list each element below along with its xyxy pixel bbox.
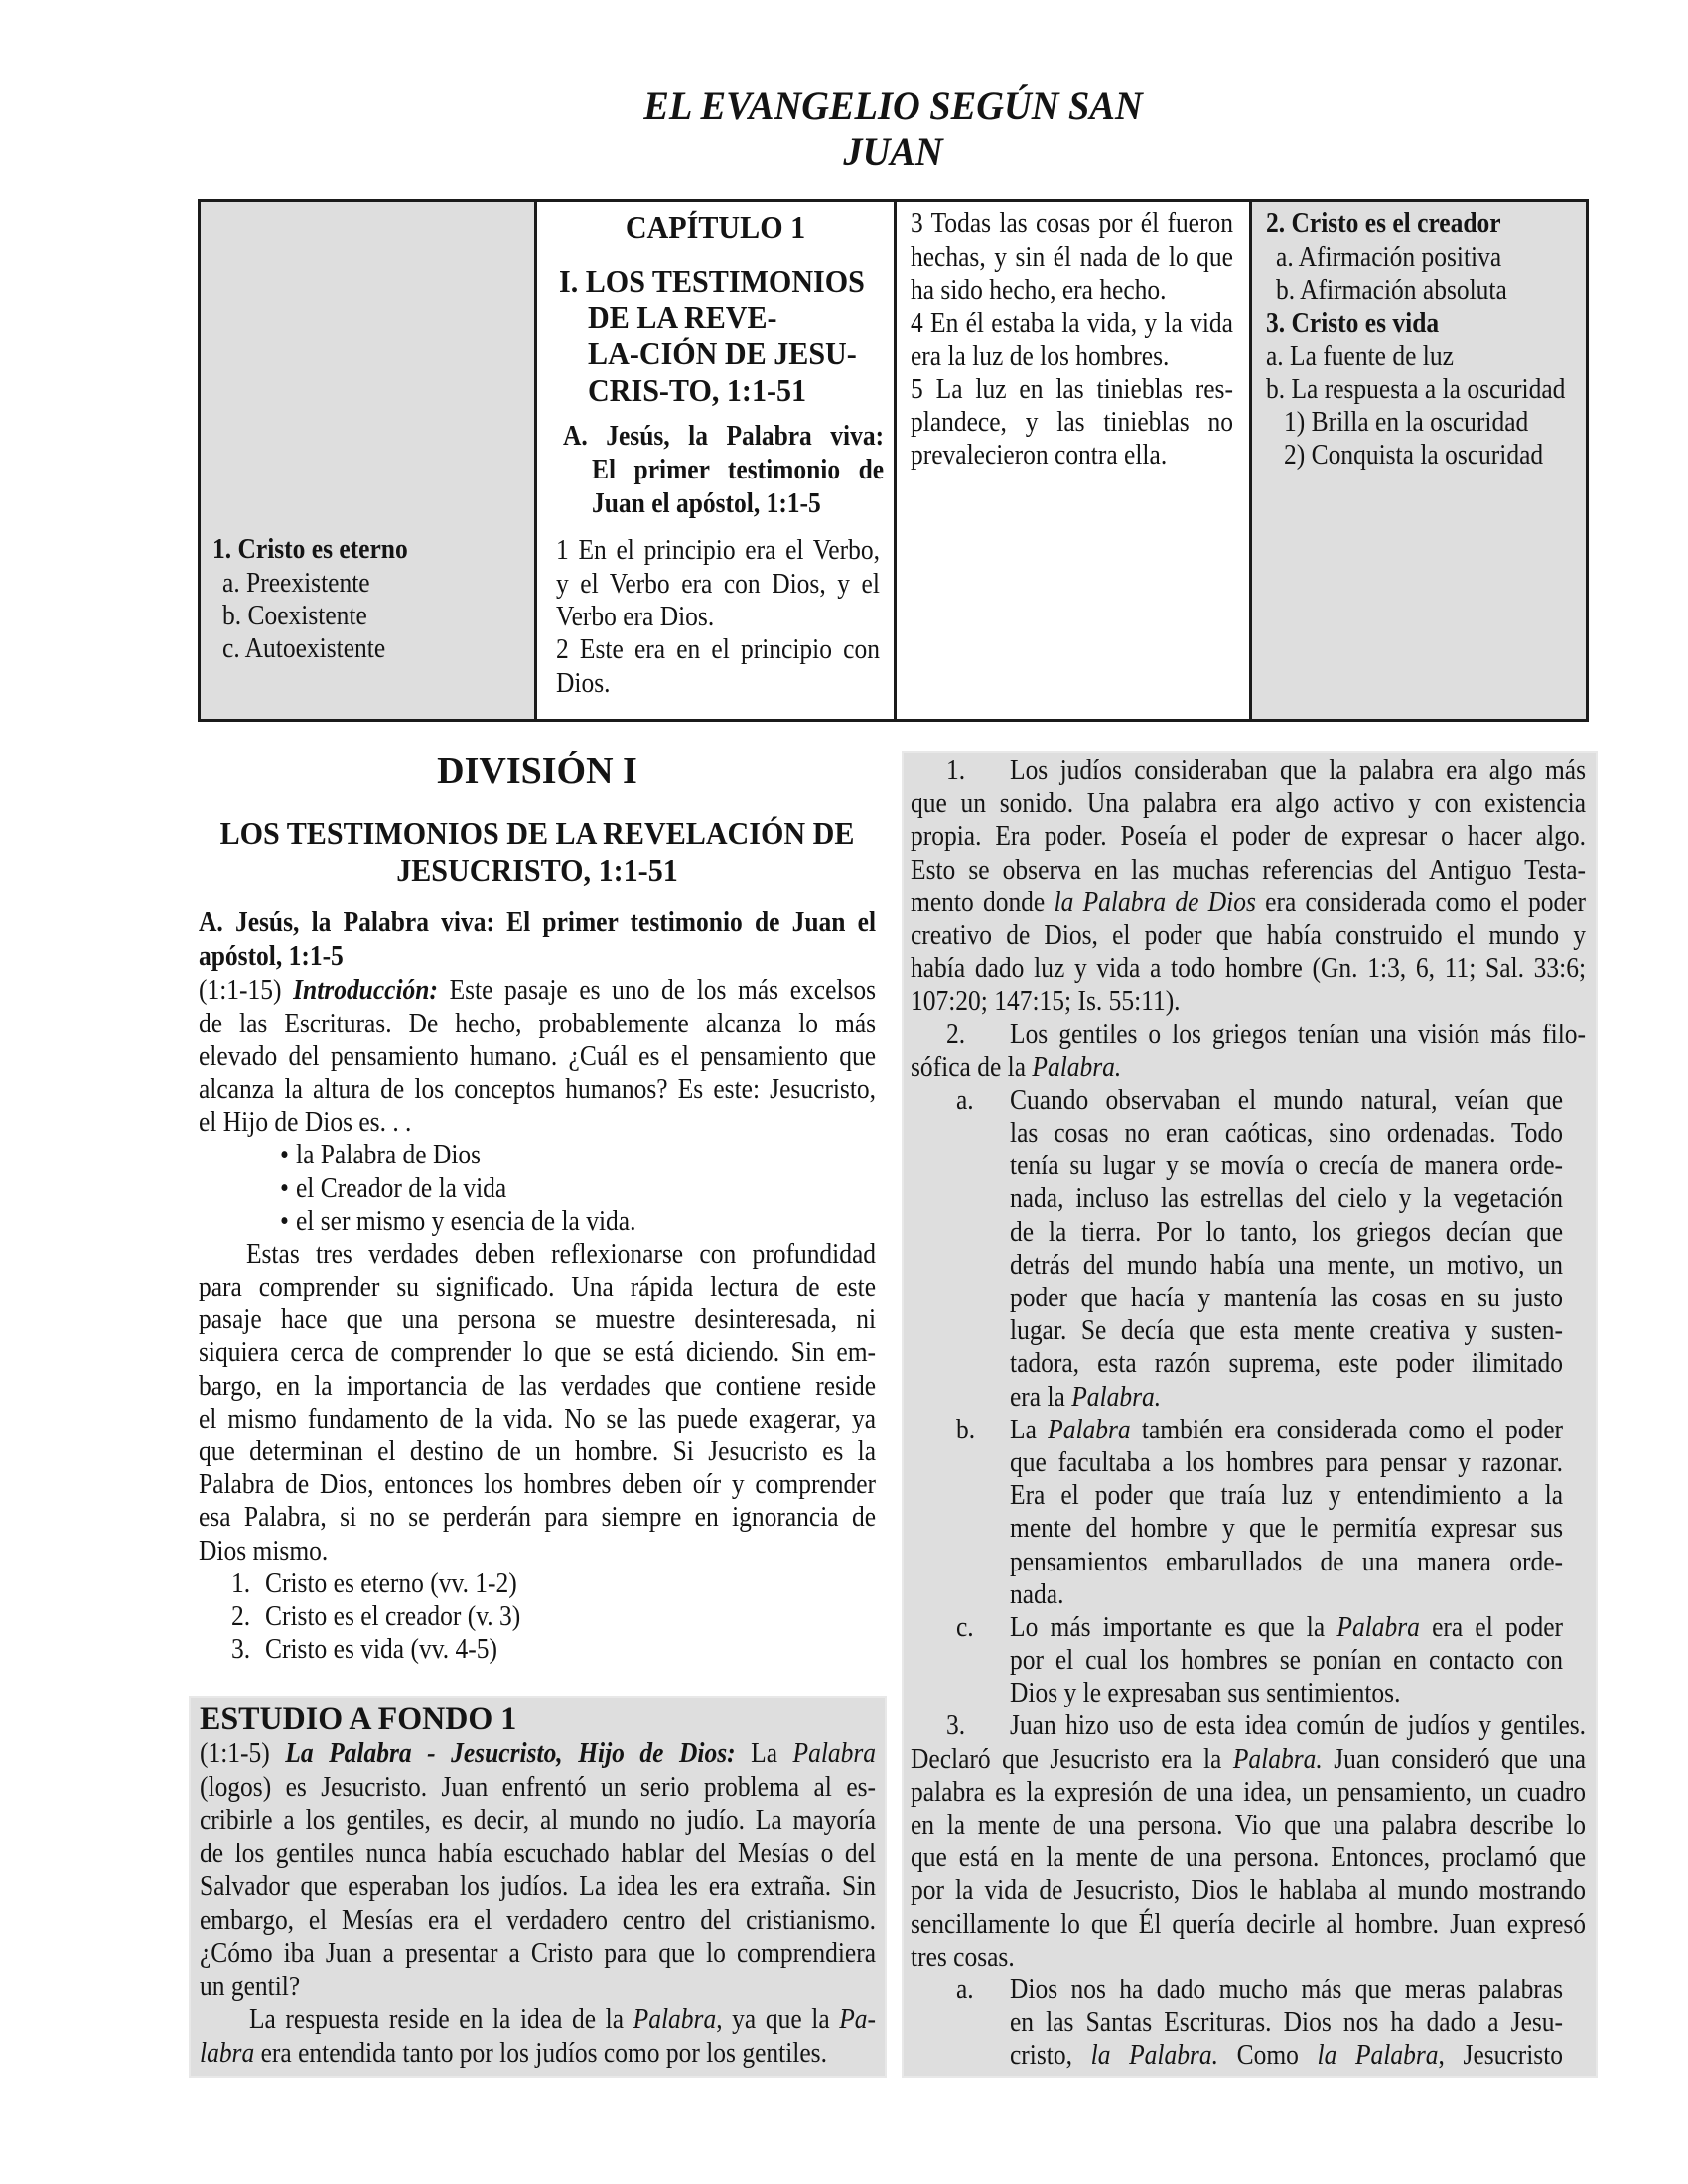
outline-cell-scripture-1 xyxy=(534,202,894,719)
text-line xyxy=(911,1117,1586,1150)
text-run: era el poder xyxy=(1419,1611,1564,1643)
line-text: (logos) es Jesucristo. Juan enfrentó un serio problema al es- xyxy=(200,1771,877,1803)
division-title-text: DIVISIÓN I xyxy=(437,751,637,792)
line-text: el ser mismo y esencia de la vida. xyxy=(295,1205,636,1237)
outline-subpoint: a. La fuente de luz xyxy=(1266,341,1454,372)
line-text: pasaje hace que una persona se muestre desinteresada, ni xyxy=(199,1304,877,1336)
outline-subpoint: b. Afirmación absoluta xyxy=(1276,274,1507,306)
text-line xyxy=(911,1347,1586,1380)
line-text: prevalecieron contra ella. xyxy=(911,440,1168,472)
outline-cell-summary-right xyxy=(1249,202,1586,719)
line-text: Los gentiles o los griegos tenían una visión más filo- xyxy=(1010,1019,1587,1050)
text-line xyxy=(911,1743,1586,1776)
line-text: para comprender su significado. Una rápida lectura de este xyxy=(199,1272,877,1303)
line-text: Salvador que esperaban los judíos. La idea les era extraña. Sin xyxy=(200,1871,877,1903)
text-line xyxy=(911,1874,1586,1907)
list-number: 3. xyxy=(231,1634,251,1666)
line-text: Dios nos ha dado mucho más que meras palabras xyxy=(1010,1974,1564,2005)
text-line xyxy=(911,1611,1586,1644)
text-line xyxy=(199,1370,876,1403)
text-run: , ya que la xyxy=(716,2004,840,2036)
line-text: cribirle a los gentiles, es decir, al mundo no judío. La mayoría xyxy=(200,1805,877,1837)
line-text: Estas tres verdades deben reflexionarse con profundidad xyxy=(245,1238,877,1270)
line-text: el Creador de la vida xyxy=(295,1172,507,1204)
verse xyxy=(911,307,1233,373)
line-text: palabra es la expresión de una idea, un pensamiento, un cuadro xyxy=(911,1776,1587,1808)
text-line xyxy=(199,1205,876,1238)
division-heading-line: DE LA REVE- xyxy=(588,299,777,336)
text-line xyxy=(199,1568,876,1600)
verse xyxy=(911,373,1233,473)
line-text: 2 Este era en el principio con xyxy=(556,634,880,666)
section-heading xyxy=(199,906,876,974)
line-text: propia. Era poder. Poseía el poder de expresar o hacer algo. xyxy=(911,821,1587,853)
text-line xyxy=(911,207,1233,240)
item-letter: a. xyxy=(955,1974,974,2005)
text-line xyxy=(200,1904,876,1938)
notes-blocks xyxy=(911,754,1586,2073)
text-line xyxy=(911,1908,1586,1941)
italic-run: Palabra xyxy=(792,1738,877,1770)
line-text: 107:20; 147:15; Is. 55:11). xyxy=(911,986,1181,1018)
text-line xyxy=(911,1578,1586,1611)
scripture-verses xyxy=(911,207,1233,472)
text-run: La respuesta reside en la idea de la xyxy=(248,2004,633,2036)
text-line xyxy=(199,1139,876,1171)
text-line xyxy=(911,1709,1586,1742)
line-text: de la tierra. Por lo tanto, los griegos decían que xyxy=(1010,1216,1564,1248)
line-text: ha sido hecho, era hecho. xyxy=(911,274,1167,306)
paragraph xyxy=(200,1737,876,2003)
text-line xyxy=(200,2003,876,2037)
text-run: La xyxy=(735,1738,793,1770)
text-line xyxy=(199,1303,876,1336)
line-text: hechas, y sin él nada de lo que xyxy=(911,241,1233,273)
italic-run: Pa- xyxy=(839,2004,877,2036)
text-line xyxy=(199,1468,876,1501)
outline-point-heading: 2. Cristo es el creador xyxy=(1266,208,1501,240)
study-body xyxy=(200,1737,876,2070)
commentary-body xyxy=(199,974,876,1666)
line-text: tres cosas. xyxy=(911,1941,1015,1973)
outline-subpoint: c. Autoexistente xyxy=(222,633,386,665)
line-text: lugar. Se decía que esta mente creativa y susten- xyxy=(1010,1315,1564,1347)
line-text: que determinan el destino de un hombre. Si Jesucristo es la xyxy=(199,1436,877,1468)
numbered-list xyxy=(199,1568,876,1667)
line-text: siquiera cerca de comprender lo que se está diciendo. Sin em- xyxy=(199,1337,877,1369)
list-number: 1. xyxy=(231,1568,251,1599)
line-text: por la vida de Jesucristo, Dios le hablaba al mundo mostrando xyxy=(911,1875,1587,1907)
text-line xyxy=(200,2037,876,2071)
notes-box xyxy=(902,751,1598,2078)
chapter-label: CAPÍTULO 1 xyxy=(625,209,806,245)
bullet-marker: • xyxy=(279,1172,289,1204)
text-line xyxy=(911,820,1586,853)
text-line xyxy=(200,1838,876,1871)
text-line xyxy=(911,754,1586,787)
text-line xyxy=(200,1771,876,1805)
line-text: la Palabra de Dios xyxy=(295,1140,482,1171)
line-text: Cristo es el creador (v. 3) xyxy=(264,1600,521,1632)
line-text: Dios y le expresaban sus sentimientos. xyxy=(1010,1678,1401,1709)
line-text: creativo de Dios, el poder que había construido el mundo y xyxy=(911,919,1587,951)
text-line xyxy=(911,1381,1586,1414)
text-line xyxy=(199,1073,876,1106)
line-text: mente del hombre y que le permitía expresar sus xyxy=(1010,1513,1564,1545)
text-line xyxy=(911,1314,1586,1347)
italic-run: la Palabra de Dios xyxy=(1054,887,1256,918)
line-text: nada. xyxy=(1010,1578,1064,1610)
study-title-text: ESTUDIO A FONDO 1 xyxy=(200,1702,517,1738)
bold-italic-run: La Palabra - Jesucristo, Hijo de Dios: xyxy=(285,1738,736,1770)
text-line xyxy=(911,1216,1586,1249)
outline-subpoint: b. La respuesta a la oscuridad xyxy=(1266,373,1566,405)
text-line xyxy=(556,633,880,666)
italic-run: Palabra xyxy=(1336,1611,1420,1643)
division-heading-line: I. LOS TESTIMONIOS xyxy=(559,262,865,299)
line-text: ¿Cómo iba Juan a presentar a Cristo para que lo comprendiera xyxy=(200,1938,877,1970)
text-line xyxy=(911,985,1586,1018)
italic-run: labra xyxy=(200,2037,255,2069)
line-text: Juan hizo uso de esta idea común de judíos y gentiles. xyxy=(1010,1710,1587,1742)
text-line xyxy=(200,1870,876,1904)
text-run: era considerada como el poder xyxy=(1255,887,1587,918)
text-run: era entendida tanto por los judíos como por los gentiles. xyxy=(254,2037,827,2069)
chapter-heading xyxy=(537,209,894,245)
text-line xyxy=(911,2006,1586,2039)
outline-cell-summary-left xyxy=(201,202,534,719)
text-line xyxy=(911,307,1233,340)
text-line xyxy=(911,341,1233,373)
notes-body xyxy=(911,754,1586,2073)
line-text: poder que hacía y mantenía las cosas en su justo xyxy=(1010,1283,1564,1313)
text-line xyxy=(199,1535,876,1568)
text-line xyxy=(911,1546,1586,1578)
text-line xyxy=(200,1737,876,1771)
verse-list xyxy=(556,534,880,700)
text-line xyxy=(556,534,880,567)
text-line xyxy=(911,1051,1586,1084)
list-number: 2. xyxy=(231,1600,251,1632)
text-run: Como xyxy=(1217,2040,1318,2072)
study-title xyxy=(200,1704,876,1737)
verse-list xyxy=(911,207,1233,472)
lettered-item xyxy=(911,1414,1586,1611)
line-text: embargo, el Mesías era el verdadero centro del cristianismo. xyxy=(200,1904,877,1936)
outline-point-heading: 3. Cristo es vida xyxy=(1266,308,1440,340)
text-line xyxy=(200,1937,876,1971)
outline-subpoint: a. Preexistente xyxy=(222,567,370,599)
line-text: tenía su lugar y se movía o crecía de manera orde- xyxy=(1010,1151,1564,1182)
line-text: elevado del pensamiento humano. ¿Cuál es el pensamiento que xyxy=(199,1040,877,1072)
line-text: sencillamente lo que Él quería decirle al hombre. Juan expresó xyxy=(911,1908,1587,1940)
italic-run: Palabra. xyxy=(1032,1051,1122,1083)
text-run: cristo, xyxy=(1010,2040,1091,2072)
text-line xyxy=(199,1336,876,1369)
bullets xyxy=(199,1139,876,1238)
line-text: y el Verbo era con Dios, y el xyxy=(556,568,880,600)
text-line xyxy=(911,787,1586,820)
numbered-paragraph xyxy=(911,754,1586,1019)
line-text: nada, incluso las estrellas del cielo y la vegetación xyxy=(1010,1183,1564,1215)
text-line xyxy=(911,887,1586,919)
division-title xyxy=(199,750,876,793)
verse xyxy=(556,534,880,633)
title-line: EL EVANGELIO SEGÚN SAN xyxy=(643,83,1143,128)
line-text: Dios mismo. xyxy=(199,1535,329,1567)
verse xyxy=(556,633,880,700)
text-line xyxy=(911,2039,1586,2072)
section-heading-line: apóstol, 1:1-5 xyxy=(199,941,344,972)
division-heading-line: CRIS-TO, 1:1-51 xyxy=(588,371,807,408)
text-run: mento donde xyxy=(911,887,1055,918)
section-heading-line: A. Jesús, la Palabra viva: xyxy=(563,421,885,452)
line-text: Cristo es eterno (vv. 1-2) xyxy=(264,1568,517,1599)
paragraph-number: 1. xyxy=(946,755,966,786)
item-letter: b. xyxy=(955,1414,976,1445)
division-subtitle-line: JESUCRISTO, 1:1-51 xyxy=(396,851,678,887)
section-heading-line: A. Jesús, la Palabra viva: El primer testimonio de Juan el xyxy=(199,907,877,938)
text-line xyxy=(200,1804,876,1838)
line-text: Cuando observaban el mundo natural, veían que xyxy=(1010,1084,1564,1116)
study-blocks xyxy=(200,1737,876,2070)
text-run: sófica de la xyxy=(911,1051,1033,1083)
line-text: en la mente de una persona. Vio que una palabra describe lo xyxy=(911,1810,1587,1841)
page-title xyxy=(198,83,1589,175)
division-subtitle xyxy=(199,815,876,888)
line-text: había dado luz y vida a todo hombre (Gn. 1:3, 6, 11; Sal. 33:6; xyxy=(911,953,1587,985)
line-text: de los gentiles nunca había escuchado hablar del Mesías o del xyxy=(200,1838,877,1869)
text-line xyxy=(199,1040,876,1073)
line-text: Los judíos consideraban que la palabra era algo más xyxy=(1010,755,1587,786)
paragraph-number: 3. xyxy=(946,1710,966,1742)
study-box xyxy=(189,1696,887,2078)
title-line: JUAN xyxy=(843,129,943,174)
line-text: un gentil? xyxy=(200,1971,301,2002)
italic-run: Palabra xyxy=(1048,1414,1131,1445)
outline-subsubpoint: 1) Brilla en la oscuridad xyxy=(1284,407,1529,439)
text-line xyxy=(556,667,880,700)
text-run: era la xyxy=(1010,1381,1072,1413)
text-run: Lo más importante es que la xyxy=(1010,1611,1337,1643)
line-text: Cristo es vida (vv. 4-5) xyxy=(264,1634,497,1666)
division-subtitle-line: LOS TESTIMONIOS DE LA REVELACIÓN DE xyxy=(219,814,855,851)
bold-italic-run: Introducción: xyxy=(293,975,438,1007)
line-text: era la luz de los hombres. xyxy=(911,341,1170,372)
text-line xyxy=(911,1512,1586,1545)
division-heading-line: LA-CIÓN DE JESU- xyxy=(588,336,857,372)
text-line xyxy=(911,919,1586,952)
text-line xyxy=(556,568,880,601)
text-line xyxy=(911,1282,1586,1314)
text-run: Juan consideró que una xyxy=(1322,1743,1587,1775)
text-line xyxy=(911,1644,1586,1677)
section-heading-line: Juan el apóstol, 1:1-5 xyxy=(592,488,821,519)
section-heading-line: El primer testimonio de xyxy=(592,455,885,485)
line-text: tadora, esta razón suprema, este poder ilimitado xyxy=(1010,1348,1564,1380)
outline-point-heading: 1. Cristo es eterno xyxy=(212,534,408,566)
text-line xyxy=(911,952,1586,985)
text-line xyxy=(911,1809,1586,1842)
paragraph xyxy=(199,974,876,1139)
text-line xyxy=(911,1446,1586,1479)
line-text: pensamientos embarullados de una manera orde- xyxy=(1010,1546,1564,1577)
outline-subsubpoint: 2) Conquista la oscuridad xyxy=(1284,440,1544,472)
line-text: que facultaba a los hombres para pensar y razonar. xyxy=(1010,1446,1564,1478)
text-run: , Jesucristo xyxy=(1438,2040,1564,2072)
text-line xyxy=(199,974,876,1007)
italic-run: la Palabra. xyxy=(1090,2040,1218,2072)
text-run: también era considerada como el poder xyxy=(1130,1414,1564,1445)
line-text: que un sonido. Una palabra era algo activo y con existencia xyxy=(911,788,1587,820)
line-text: Esto se observa en las muchas referencias del Antiguo Testa- xyxy=(911,854,1587,886)
text-line xyxy=(199,1238,876,1271)
lettered-item xyxy=(911,1974,1586,2073)
line-text: por el cual los hombres se ponían en contacto con xyxy=(1010,1645,1564,1677)
line-text: Era el poder que traía luz y entendimiento a la xyxy=(1010,1480,1564,1512)
line-text: detrás del mundo había una mente, un motivo, un xyxy=(1010,1249,1564,1281)
line-text: 4 En él estaba la vida, y la vida xyxy=(911,308,1233,340)
commentary-blocks xyxy=(199,974,876,1666)
bullet-marker: • xyxy=(279,1140,289,1171)
line-text: 1 En el principio era el Verbo, xyxy=(556,535,880,567)
item-letter: a. xyxy=(955,1084,974,1116)
lettered-item xyxy=(911,1084,1586,1414)
line-text: 3 Todas las cosas por él fueron xyxy=(911,208,1233,240)
text-line xyxy=(199,1600,876,1633)
text-run: (1:1-15) xyxy=(199,975,294,1007)
line-text: en las Santas Escrituras. Dios nos ha dado a Jesu- xyxy=(1010,2007,1564,2039)
line-text: Dios. xyxy=(556,667,611,699)
italic-run: la Palabra xyxy=(1317,2040,1439,2072)
italic-run: Palabra xyxy=(633,2004,717,2036)
text-run: Declaró que Jesucristo era la xyxy=(911,1743,1233,1775)
text-line xyxy=(911,373,1233,406)
outline-subpoint: b. Coexistente xyxy=(222,600,367,631)
item-letter: c. xyxy=(955,1611,974,1643)
text-line xyxy=(556,601,880,633)
line-text: bargo, en la importancia de las verdades que contiene reside xyxy=(199,1370,877,1402)
outline-subpoint: a. Afirmación positiva xyxy=(1276,241,1502,273)
italic-run: Palabra. xyxy=(1232,1743,1323,1775)
text-line xyxy=(199,1501,876,1534)
verse xyxy=(911,207,1233,307)
outline-point xyxy=(212,533,530,665)
text-line xyxy=(199,1172,876,1205)
text-line xyxy=(911,1249,1586,1282)
lettered-item xyxy=(911,1611,1586,1710)
scripture-verses xyxy=(556,534,880,700)
text-line xyxy=(911,1150,1586,1182)
line-text: las cosas no eran caóticas, sino ordenadas. Todo xyxy=(1010,1118,1564,1150)
line-text: Palabra de Dios, entonces los hombres deben oír y comprender xyxy=(199,1469,877,1501)
line-text: 5 La luz en las tinieblas res- xyxy=(911,373,1233,405)
text-line xyxy=(911,1084,1586,1117)
outline-cell-scripture-2 xyxy=(894,202,1249,719)
text-line xyxy=(199,1403,876,1435)
division-heading xyxy=(559,263,887,409)
text-line xyxy=(199,1106,876,1139)
text-line xyxy=(199,1008,876,1040)
line-text: el Hijo de Dios es. . . xyxy=(199,1107,412,1139)
text-line xyxy=(911,1842,1586,1874)
text-line xyxy=(911,241,1233,274)
line-text: de las Escrituras. De hecho, probablemente alcanza lo más xyxy=(199,1008,877,1039)
line-text: plandece, y las tinieblas no xyxy=(911,407,1233,439)
line-text: Verbo era Dios. xyxy=(556,602,715,633)
line-text: alcanza la altura de los conceptos humanos? Es este: Jesucristo, xyxy=(199,1073,877,1105)
line-text: esa Palabra, si no se perderán para siempre en ignorancia de xyxy=(199,1502,877,1534)
text-run: Este pasaje es uno de los más excelsos xyxy=(437,975,877,1007)
text-line xyxy=(911,1182,1586,1215)
line-text: que está en la mente de una persona. Entonces, proclamó que xyxy=(911,1843,1587,1874)
text-line xyxy=(199,1435,876,1468)
text-line xyxy=(911,1974,1586,2006)
text-line xyxy=(911,1019,1586,1051)
text-line xyxy=(911,439,1233,472)
text-line xyxy=(911,1479,1586,1512)
text-line xyxy=(911,854,1586,887)
text-line xyxy=(911,1677,1586,1709)
text-line xyxy=(200,1971,876,2004)
text-line xyxy=(911,274,1233,307)
text-line xyxy=(911,1941,1586,1974)
text-line xyxy=(911,1414,1586,1446)
text-line xyxy=(911,1776,1586,1809)
italic-run: Palabra. xyxy=(1071,1381,1162,1413)
outline-table xyxy=(198,199,1589,722)
text-line xyxy=(199,1633,876,1666)
indented-paragraph xyxy=(200,2003,876,2070)
line-text: el mismo fundamento de la vida. No se las puede exagerar, ya xyxy=(199,1403,877,1434)
indented-paragraph xyxy=(199,1238,876,1568)
text-line xyxy=(199,1271,876,1303)
paragraph-number: 2. xyxy=(946,1019,966,1050)
text-run: La xyxy=(1010,1414,1049,1445)
text-run: (1:1-5) xyxy=(200,1738,286,1770)
numbered-paragraph xyxy=(911,1019,1586,1084)
text-line xyxy=(911,406,1233,439)
numbered-paragraph xyxy=(911,1709,1586,1974)
outline-points xyxy=(1266,207,1582,472)
section-heading xyxy=(563,420,884,521)
bullet-marker: • xyxy=(279,1205,289,1237)
